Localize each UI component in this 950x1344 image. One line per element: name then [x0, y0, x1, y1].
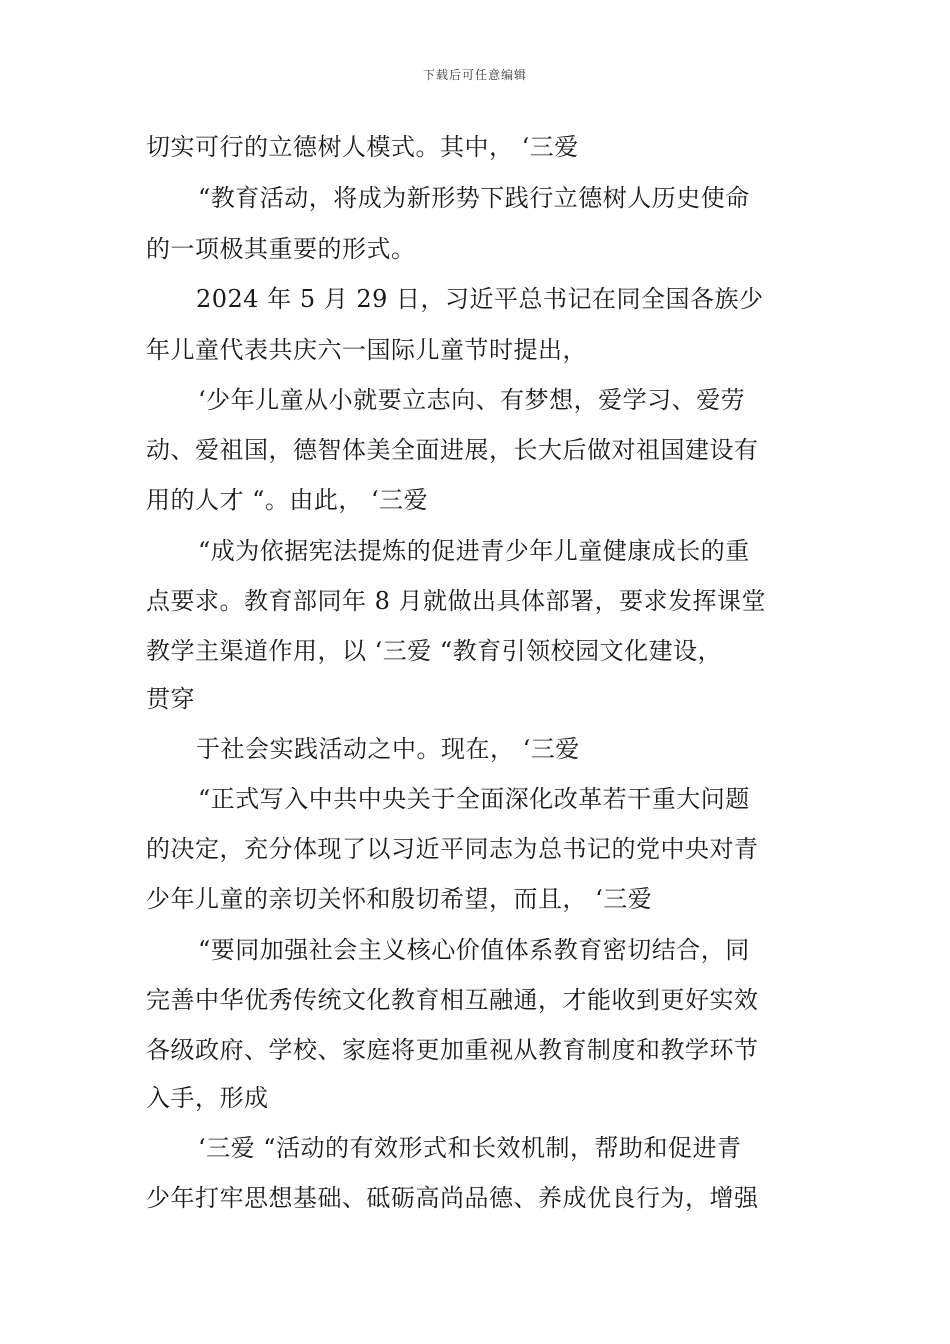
text-line-17: “要同加强社会主义核心价值体系教育密切结合，同 — [198, 936, 750, 964]
text-line-15: 的决定，充分体现了以习近平同志为总书记的党中央对青 — [146, 835, 759, 863]
text-line-21: ‘三爱 “活动的有效形式和长效机制，帮助和促进青 — [198, 1134, 742, 1162]
text-line-11: 教学主渠道作用，以 ‘三爱 “教育引领校园文化建设， — [146, 637, 723, 665]
text-line-19: 各级政府、学校、家庭将更加重视从教育制度和教学环节 — [146, 1036, 759, 1064]
text-line-5: 年儿童代表共庆六一国际儿童节时提出， — [146, 336, 587, 364]
text-line-16: 少年儿童的亲切关怀和殷切希望，而且， ‘三爱 — [146, 885, 653, 913]
text-line-12: 贯穿 — [146, 685, 195, 713]
text-line-13: 于社会实践活动之中。现在， ‘三爱 — [196, 735, 580, 763]
text-line-14: “正式写入中共中央关于全面深化改革若干重大问题 — [198, 785, 750, 813]
text-line-3: 的一项极其重要的形式。 — [146, 235, 416, 263]
text-line-9: “成为依据宪法提炼的促进青少年儿童健康成长的重 — [198, 537, 750, 565]
text-line-10: 点要求。教育部同年 8 月就做出具体部署，要求发挥课堂 — [146, 587, 767, 615]
header-note: 下载后可任意编辑 — [422, 68, 527, 82]
text-line-18: 完善中华优秀传统文化教育相互融通，才能收到更好实效 — [146, 986, 759, 1014]
text-line-7: 动、爱祖国，德智体美全面进展，长大后做对祖国建设有 — [146, 436, 759, 464]
text-line-2: “教育活动，将成为新形势下践行立德树人历史使命 — [198, 184, 750, 212]
text-line-22: 少年打牢思想基础、砥砺高尚品德、养成优良行为，增强 — [146, 1184, 759, 1212]
text-line-20: 入手，形成 — [146, 1084, 269, 1112]
text-line-1: 切实可行的立德树人模式。其中， ‘三爱 — [146, 133, 579, 161]
text-line-8: 用的人才 “。由此， ‘三爱 — [146, 486, 429, 514]
text-line-4: 2024 年 5 月 29 日，习近平总书记在同全国各族少 — [196, 285, 764, 313]
text-line-6: ‘少年儿童从小就要立志向、有梦想，爱学习、爱劳 — [198, 386, 746, 414]
